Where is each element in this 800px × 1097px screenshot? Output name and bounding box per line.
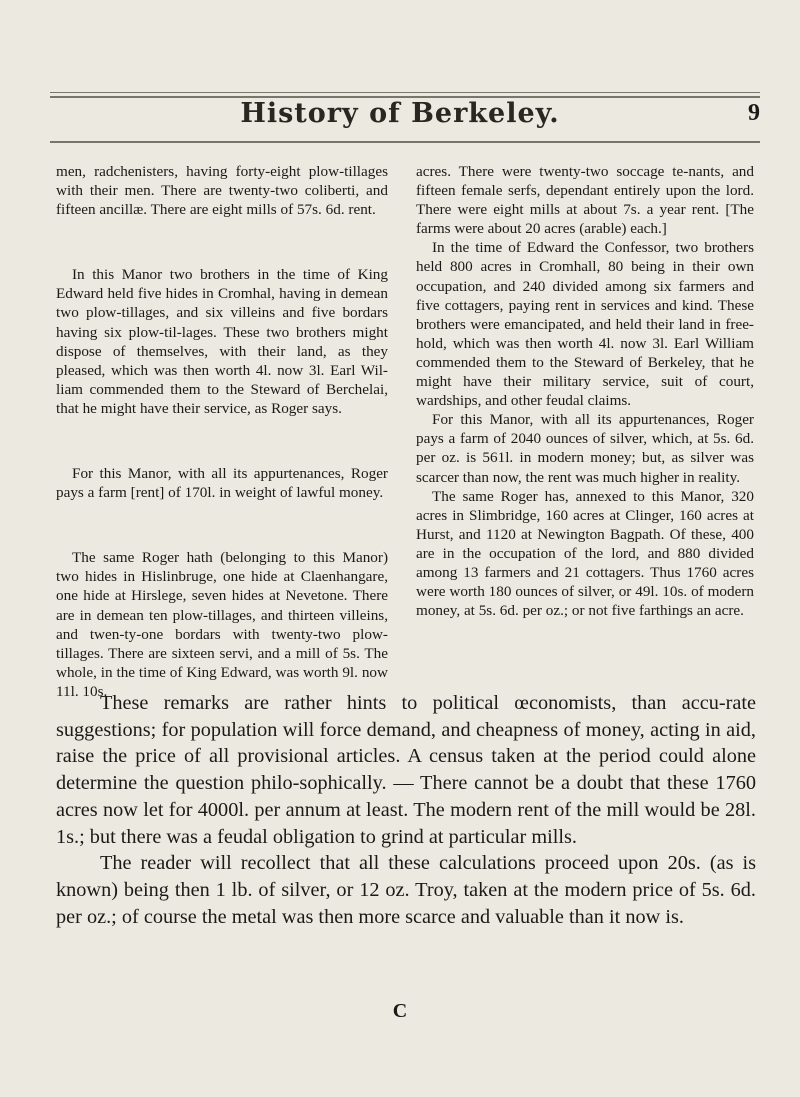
running-title: History of Berkeley. — [240, 98, 560, 129]
right-paragraph-1: acres. There were twenty-two soccage te-nants, and fifteen female serfs, dependant entirely upon the lord. There were eight mills at about 7s. a year rent. [The farms were about 20 acres (arable) each.] — [416, 163, 754, 238]
full-paragraph-1: These remarks are rather hints to political œconomists, than accu-rate suggestions; for population will force demand, and cheapness of money, acting in aid, raise the price of all provisional articles. A census taken at the period could alone determine the question philo-sophically. — There cannot be a doubt that these 1760 acres now let for 4000l. per annum at least. The modern rent of the mill would be 28l. 1s.; but there was a feudal obligation to grind at particular mills. — [56, 692, 756, 848]
left-paragraph-1: men, radchenisters, having forty-eight plow-tillages with their men. There are twenty-two coliberti, and fifteen ancillæ. There are eight mills of 57s. 6d. rent. — [56, 163, 388, 219]
left-paragraph-3: For this Manor, with all its appurtenances, Roger pays a farm [rent] of 170l. in weight of lawful money. — [56, 465, 388, 502]
right-paragraph-4: The same Roger has, annexed to this Manor, 320 acres in Slimbridge, 160 acres at Clinger, 160 acres at Hurst, and 1120 at Newington Bagpath. Of these, 400 are in the occupation of the lord, and 880 divided among 13 farmers and 21 cottagers. Thus 1760 acres were worth 180 ounces of silver, or 49l. 10s. of modern money, at 5s. 6d. per oz.; or not five farthings an acre. — [416, 487, 754, 620]
right-paragraph-3: For this Manor, with all its appurtenances, Roger pays a farm of 2040 ounces of silver, which, at 5s. 6d. per oz. is 561l. in modern money; but, as silver was scarcer than now, the rent was much higher in reality. — [416, 411, 754, 486]
right-column — [416, 162, 754, 620]
left-paragraph-2: In this Manor two brothers in the time of King Edward held five hides in Cromhal, having in demean two plow-tillages, and six villeins and five bordars having six plow-til-lages. These two brothers might dispose of themselves, with their land, as they pleased, which was then worth 4l. now 3l. Earl Wil-liam commended them to the Steward of Berchelai, that he might have their service, as Roger says. — [56, 266, 388, 417]
page-number: 9 — [748, 100, 760, 126]
header-rule-bottom — [50, 141, 760, 143]
signature-mark: C — [392, 1000, 408, 1022]
full-width-text — [56, 690, 756, 930]
full-paragraph-2: The reader will recollect that all these calculations proceed upon 20s. (as is known) being then 1 lb. of silver, or 12 oz. Troy, taken at the modern price of 5s. 6d. per oz.; of course the metal was then more scarce and valuable than it now is. — [56, 852, 756, 928]
header-rule-top — [50, 92, 760, 93]
left-paragraph-4: The same Roger hath (belonging to this Manor) two hides in Hislinbruge, one hide at Claenhangare, one hide at Hirslege, seven hides at Nevetone. There are in demean ten plow-tillages, and thirteen villeins, and twen-ty-one bordars with twenty-two plow-tillages. There are sixteen servi, and a mill of 5s. The whole, in the time of King Edward, was worth 9l. now 11l. 10s. — [56, 549, 388, 700]
right-paragraph-2: In the time of Edward the Confessor, two brothers held 800 acres in Cromhall, 80 being in their own occupation, and 240 divided among six farmers and five cottagers, paying rent in services and kind. These brothers were emancipated, and held their land in free-hold, which was then worth 4l. now 3l. Earl William commended them to the Steward of Berkeley, that he might have their military service, suit of court, wardships, and other feudal claims. — [416, 239, 754, 410]
left-column — [56, 162, 388, 701]
